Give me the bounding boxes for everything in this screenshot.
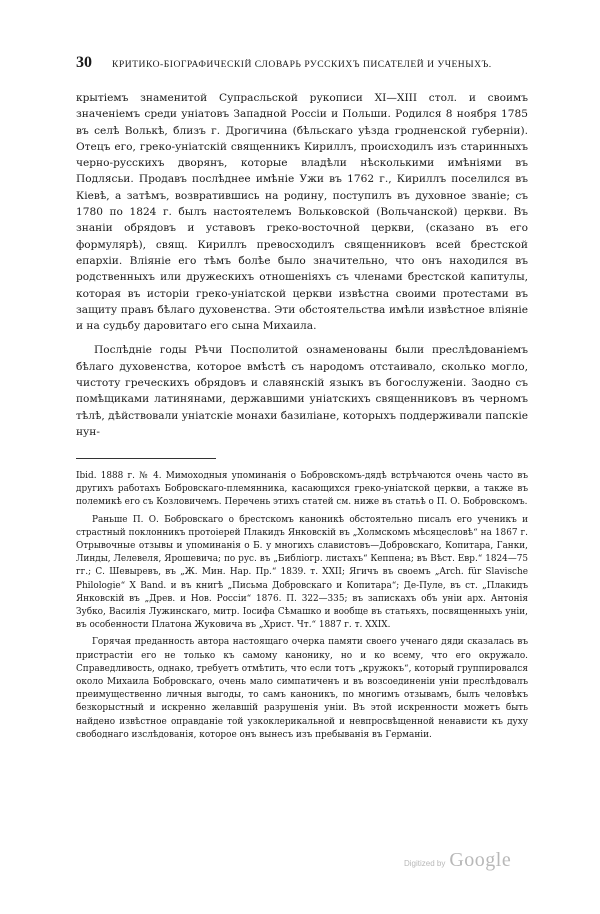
footnote-3: Горячая преданность автора настоящаго очерка памяти своего ученаго дяди сказалась въ пристрастіи его не только къ самому канонику, но и ко всему, что его окружало. Справедливость, однако, требуетъ отмѣтить, что если тотъ „кружокъ“, который группировался около Михаила Бобровскаго, очень мало симпатиченъ и въ возсоединеніи уніи преслѣдовалъ преимущественно личныя выгоды, то самъ каноникъ, по многимъ отзывамъ, былъ человѣкъ безкорыстный и искренно желавшій разрушенія уніи. Въ этой искренности можетъ быть найдено извѣстное оправданіе той узкоклерикальной и невпросвѣщенной ненависти къ духу свободнаго изслѣдованія, которое онъ вынесъ изъ пребыванія въ Германіи. [76,637,528,740]
page-number: 30 [76,54,92,71]
footnote-2: Раньше П. О. Бобровскаго о брестскомъ каноникѣ обстоятельно писалъ его ученикъ и страстный поклонникъ протоіерей Плакидъ Янковскій въ „Холмскомъ мѣсяцесловѣ“ на 1867 г. Отрывочные отзывы и упоминанія о Б. у многихъ славистовъ—Добровскаго, Копитара, Ганки, Линды, Лелевеля, Ярошевича; по рус. въ „Библіогр. листахъ“ Кеппена; въ Вѣст. Евр.“ 1824—75 гг.; С. Шевыревъ, въ „Ж. Мин. Нар. Пр.“ 1839. т. XXII; Ягичъ въ своемъ „Arch. für Slavische Philologie“ X Band. и въ книгѣ „Письма Добровскаго и Копитара“; Де-Пуле, въ ст. „Плакидъ Янковскій въ „Древ. и Нов. Россіи“ 1876. П. 322—335; въ запискахъ объ уніи арх. Антонія Зубко, Василія Лужинскаго, митр. Іосифа Сѣмашко и вообще въ статьяхъ, посвященныхъ уніи, въ особенности Платона Жуковича въ „Христ. Чт.“ 1887 г. т. XXIX. [76,514,528,631]
digitized-watermark [404,849,511,872]
google-logo: Google [449,849,512,871]
body-paragraph-2: Послѣдніе годы Рѣчи Посполитой ознаменованы были преслѣдованіемъ бѣлаго духовенства, которое вмѣстѣ съ народомъ отстаивало, сколько могло, чистоту греческихъ обрядовъ и славянскій языкъ въ богослуженіи. Заодно съ помѣщиками латинянами, державшими уніатскихъ священниковъ въ черномъ тѣлѣ, дѣйствовали уніатскіе монахи базиліане, которыхъ поддерживали папскіе нун- [76,344,528,438]
page-header [76,54,528,72]
footnote-divider [76,458,216,459]
watermark-prefix: Digitized by [404,859,446,868]
running-head: КРИТИКО-БІОГРАФИЧЕСКІЙ СЛОВАРЬ РУССКИХЪ ПИСАТЕЛЕЙ И УЧЕНЫХЪ. [112,59,492,70]
footnotes [76,470,528,742]
body-paragraph-1: крытіемъ знаменитой Супрасльской рукописи XI—XIII стол. и своимъ значеніемъ среди уніатовъ Западной Россіи и Польши. Родился 8 ноября 1785 въ селѣ Волькѣ, близъ г. Дрогичина (бѣльскаго уѣзда гродненской губерніи). Отецъ его, греко-уніатскій священникъ Кириллъ, происходилъ изъ старинныхъ черно-русскихъ дворянъ, которые владѣли нѣсколькими имѣніями въ Подлясьи. Продавъ послѣднее имѣніе Ужи въ 1762 г., Кириллъ поселился въ Кіевѣ, а затѣмъ, возвратившись на родину, поступилъ въ духовное званіе; съ 1780 по 1824 г. былъ настоятелемъ Вольковской (Вольчанской) церкви. Въ знаніи обрядовъ и уставовъ греко-восточной церкви, (сказано въ его формулярѣ), свящ. Кириллъ превосходилъ священниковъ всей брестской епархіи. Вліяніе его тѣмъ болѣе было значительно, что онъ находился въ родственныхъ или дружескихъ отношеніяхъ съ членами брестской капитулы, которая въ исторіи греко-уніатской церкви извѣстна своими протестами въ защиту правъ бѣлаго духовенства. Эти обстоятельства имѣли извѣстное вліяніе и на судьбу даровитаго его сына Михаила. [76,92,528,333]
main-text [76,90,528,440]
footnote-1: Ibid. 1888 г. № 4. Мимоходныя упоминанія о Бобровскомъ-дядѣ встрѣчаются очень часто въ другихъ работахъ Бобровскаго-племянника, касающихся греко-уніатской церкви, а также въ полемикѣ его съ Козловичемъ. Перечень этихъ статей см. ниже въ статьѣ о П. О. Бобровскомъ. [76,471,528,508]
